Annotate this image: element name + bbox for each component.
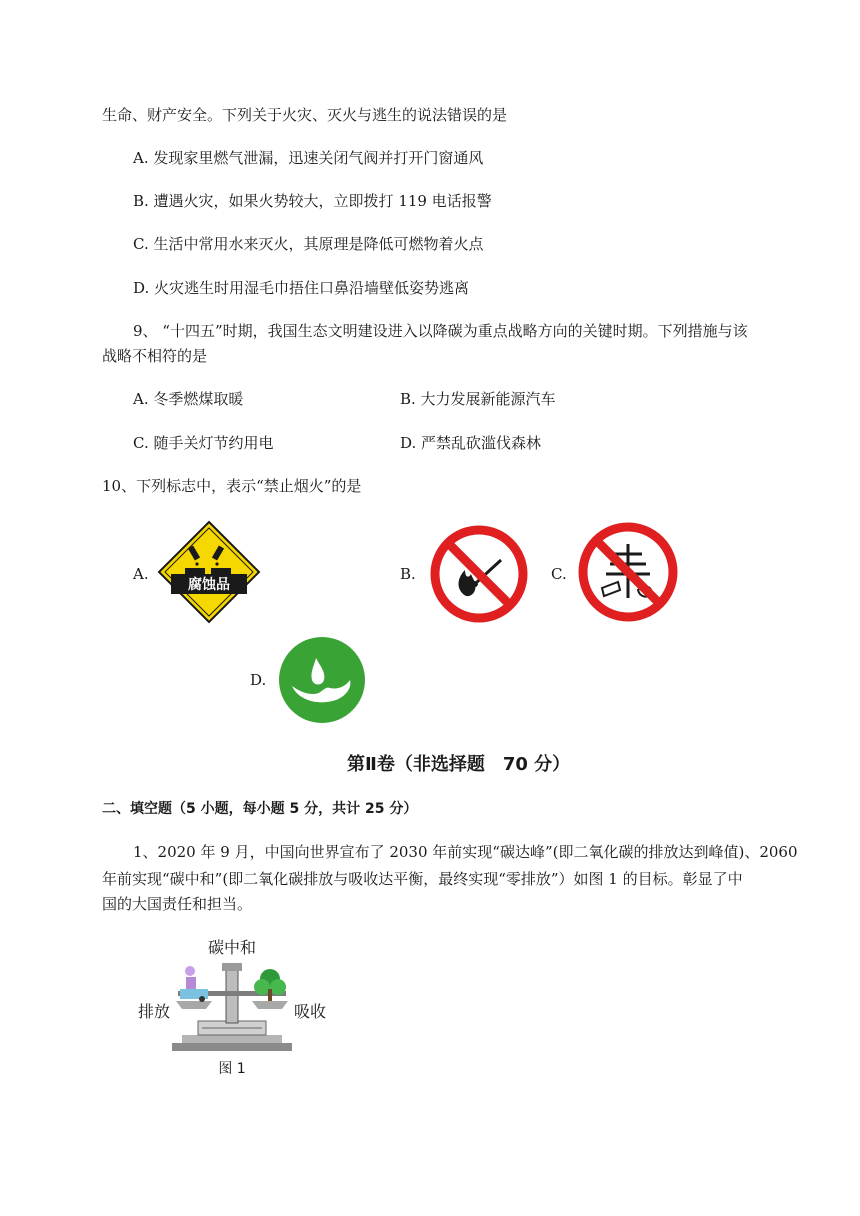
figure-left-label: 排放 bbox=[137, 1002, 171, 1021]
part2-section-heading: 二、填空题（5 小题，每小题 5 分，共计 25 分） bbox=[102, 801, 418, 817]
no-fire-sign bbox=[429, 524, 529, 624]
q10-label-a: A. bbox=[133, 565, 149, 583]
corrosive-sign-label: 腐蚀品 bbox=[188, 577, 230, 593]
q9-option-d: D. 严禁乱砍滥伐森林 bbox=[400, 434, 542, 452]
q9-option-a: A. 冬季燃煤取暖 bbox=[133, 390, 244, 408]
corrosive-sign bbox=[157, 520, 261, 624]
q10-label-d: D. bbox=[250, 671, 267, 689]
q9-stem-line1: 9、 “十四五”时期，我国生态文明建设进入以降碳为重点战略方向的关键时期。下列措施与该 bbox=[133, 322, 748, 340]
figure-top-label: 碳中和 bbox=[207, 938, 257, 957]
carbon-neutral-balance-figure bbox=[132, 933, 342, 1081]
q8-option-d: D. 火灾逃生时用湿毛巾捂住口鼻沿墙壁低姿势逃离 bbox=[133, 279, 470, 297]
fill1-line3: 国的大国责任和担当。 bbox=[102, 895, 253, 913]
water-saving-sign bbox=[278, 636, 366, 724]
q9-option-b: B. 大力发展新能源汽车 bbox=[400, 390, 556, 408]
q10-label-c: C. bbox=[551, 565, 567, 583]
q8-stem: 生命、财产安全。下列关于火灾、灭火与逃生的说法错误的是 bbox=[102, 106, 508, 124]
q8-option-c: C. 生活中常用水来灭火，其原理是降低可燃物着火点 bbox=[133, 235, 484, 253]
q9-stem-line2: 战略不相符的是 bbox=[102, 347, 208, 365]
q10-label-b: B. bbox=[400, 565, 416, 583]
figure-right-label: 吸收 bbox=[293, 1002, 327, 1021]
q9-option-c: C. 随手关灯节约用电 bbox=[133, 434, 274, 452]
fill1-line2: 年前实现“碳中和”(即二氧化碳排放与吸收达平衡，最终实现“零排放”）如图 1 的目标。彰显了中 bbox=[102, 870, 743, 888]
fill1-line1: 1、2020 年 9 月，中国向世界宣布了 2030 年前实现“碳达峰”(即二氧化碳的排放达到峰值)、2060 bbox=[133, 843, 798, 861]
q8-option-b: B. 遭遇火灾，如果火势较大，立即拨打 119 电话报警 bbox=[133, 192, 492, 210]
q8-option-a: A. 发现家里燃气泄漏，迅速关闭气阀并打开门窗通风 bbox=[133, 149, 484, 167]
no-logging-sign bbox=[578, 520, 678, 624]
q10-stem: 10、下列标志中，表示“禁止烟火”的是 bbox=[102, 477, 362, 495]
part2-title: 第Ⅱ卷（非选择题 70 分） bbox=[347, 754, 571, 775]
figure-caption: 图 1 bbox=[218, 1061, 246, 1077]
